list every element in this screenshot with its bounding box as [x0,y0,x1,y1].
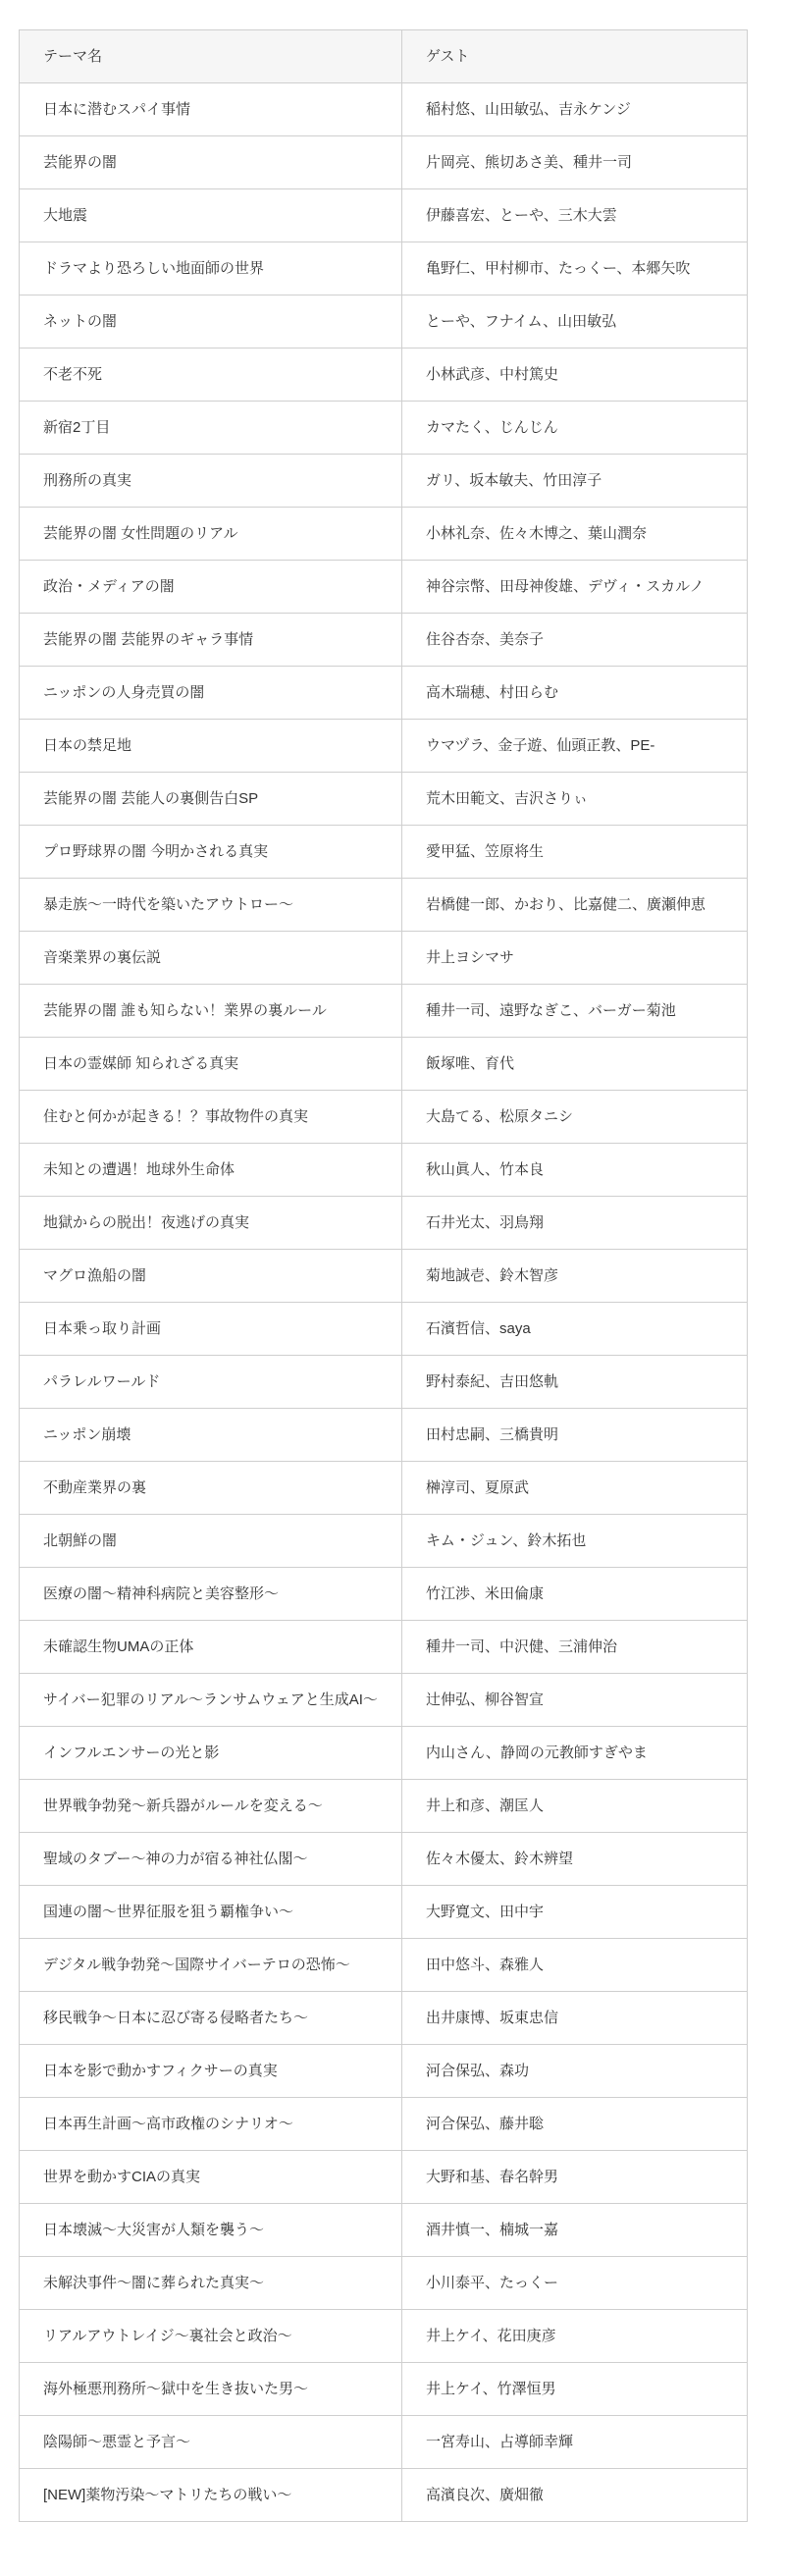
table-row [20,932,748,985]
table-row [20,402,748,455]
table-row [20,1356,748,1409]
table-row [20,2098,748,2151]
theme-cell: 音楽業界の裏伝説 [20,932,402,985]
theme-cell: 不動産業界の裏 [20,1462,402,1515]
guest-cell: 小林武彦、中村篤史 [402,349,748,402]
table-row [20,1886,748,1939]
guest-cell: 伊藤喜宏、とーや、三木大雲 [402,189,748,242]
guest-cell: 井上ヨシマサ [402,932,748,985]
theme-cell: 地獄からの脱出！夜逃げの真実 [20,1197,402,1250]
theme-cell: 未知との遭遇！地球外生命体 [20,1144,402,1197]
guest-cell: 酒井慎一、楠城一嘉 [402,2204,748,2257]
table-row [20,2257,748,2310]
table-row [20,2204,748,2257]
theme-cell: 世界戦争勃発〜新兵器がルールを変える〜 [20,1780,402,1833]
guest-cell: 高濱良次、廣畑徹 [402,2469,748,2522]
guest-cell: とーや、フナイム、山田敏弘 [402,295,748,349]
table-row [20,1462,748,1515]
guest-cell: 大島てる、松原タニシ [402,1091,748,1144]
guest-cell: 河合保弘、藤井聡 [402,2098,748,2151]
theme-cell: 政治・メディアの闇 [20,561,402,614]
guest-cell: キム・ジュン、鈴木拓也 [402,1515,748,1568]
guest-cell: ウマヅラ、金子遊、仙頭正教、PE- [402,720,748,773]
guest-cell: カマたく、じんじん [402,402,748,455]
theme-cell: 日本乗っ取り計画 [20,1303,402,1356]
theme-cell: パラレルワールド [20,1356,402,1409]
theme-cell: サイバー犯罪のリアル〜ランサムウェアと生成AI〜 [20,1674,402,1727]
guest-cell: 河合保弘、森功 [402,2045,748,2098]
table-row [20,985,748,1038]
table-row [20,1144,748,1197]
table-row [20,136,748,189]
theme-cell: 不老不死 [20,349,402,402]
theme-cell: ニッポン崩壊 [20,1409,402,1462]
guest-cell: 岩橋健一郎、かおり、比嘉健二、廣瀬伸恵 [402,879,748,932]
theme-cell: [NEW]薬物汚染〜マトリたちの戦い〜 [20,2469,402,2522]
guest-cell: 佐々木優太、鈴木辨望 [402,1833,748,1886]
table-row [20,1621,748,1674]
theme-cell: マグロ漁船の闇 [20,1250,402,1303]
table-row [20,2151,748,2204]
table-row [20,826,748,879]
table-header-row [20,30,748,83]
guest-cell: 石井光太、羽鳥翔 [402,1197,748,1250]
guest-cell: 種井一司、遠野なぎこ、バーガー菊池 [402,985,748,1038]
table-row [20,83,748,136]
theme-cell: 刑務所の真実 [20,455,402,508]
guest-cell: 石濱哲信、saya [402,1303,748,1356]
table-row [20,1038,748,1091]
theme-cell: 未解決事件〜闇に葬られた真実〜 [20,2257,402,2310]
guest-cell: 大野和基、春名幹男 [402,2151,748,2204]
theme-cell: 日本壊滅〜大災害が人類を襲う〜 [20,2204,402,2257]
guest-cell: 神谷宗幣、田母神俊雄、デヴィ・スカルノ [402,561,748,614]
guest-cell: 一宮寿山、占導師幸輝 [402,2416,748,2469]
table-row [20,1303,748,1356]
theme-cell: 新宿2丁目 [20,402,402,455]
theme-cell: デジタル戦争勃発〜国際サイバーテロの恐怖〜 [20,1939,402,1992]
guest-cell: 田中悠斗、森雅人 [402,1939,748,1992]
table-row [20,2045,748,2098]
theme-cell: 芸能界の闇 [20,136,402,189]
column-header-guest: ゲスト [402,30,748,83]
guest-cell: 出井康博、坂東忠信 [402,1992,748,2045]
guest-cell: 内山さん、静岡の元教師すぎやま [402,1727,748,1780]
theme-cell: インフルエンサーの光と影 [20,1727,402,1780]
table-row [20,508,748,561]
theme-cell: 日本を影で動かすフィクサーの真実 [20,2045,402,2098]
guest-cell: 小川泰平、たっくー [402,2257,748,2310]
theme-cell: 大地震 [20,189,402,242]
table-row [20,1409,748,1462]
theme-cell: 住むと何かが起きる！？事故物件の真実 [20,1091,402,1144]
theme-cell: 日本に潜むスパイ事情 [20,83,402,136]
table-row [20,455,748,508]
theme-cell: ネットの闇 [20,295,402,349]
theme-cell: 日本の禁足地 [20,720,402,773]
table-row [20,1939,748,1992]
theme-cell: 国連の闇〜世界征服を狙う覇権争い〜 [20,1886,402,1939]
episode-table [19,29,748,2522]
guest-cell: 竹江渉、米田倫康 [402,1568,748,1621]
table-row [20,667,748,720]
guest-cell: 亀野仁、甲村柳市、たっくー、本郷矢吹 [402,242,748,295]
table-row [20,773,748,826]
theme-cell: 未確認生物UMAの正体 [20,1621,402,1674]
theme-cell: 陰陽師〜悪霊と予言〜 [20,2416,402,2469]
theme-cell: 芸能界の闇 芸能界のギャラ事情 [20,614,402,667]
guest-cell: 大野寛文、田中宇 [402,1886,748,1939]
guest-cell: 秋山眞人、竹本良 [402,1144,748,1197]
table-row [20,1568,748,1621]
theme-cell: 移民戦争〜日本に忍び寄る侵略者たち〜 [20,1992,402,2045]
table-row [20,2310,748,2363]
table-row [20,2363,748,2416]
theme-cell: 聖域のタブー〜神の力が宿る神社仏閣〜 [20,1833,402,1886]
guest-cell: 片岡亮、熊切あさ美、種井一司 [402,136,748,189]
table-row [20,189,748,242]
theme-cell: 芸能界の闇 芸能人の裏側告白SP [20,773,402,826]
theme-cell: 医療の闇〜精神科病院と美容整形〜 [20,1568,402,1621]
guest-cell: 榊淳司、夏原武 [402,1462,748,1515]
guest-cell: 田村忠嗣、三橋貴明 [402,1409,748,1462]
table-body [20,83,748,2522]
table-row [20,242,748,295]
guest-cell: 井上ケイ、花田庚彦 [402,2310,748,2363]
theme-cell: ニッポンの人身売買の闇 [20,667,402,720]
column-header-theme: テーマ名 [20,30,402,83]
theme-cell: ドラマより恐ろしい地面師の世界 [20,242,402,295]
guest-cell: 稲村悠、山田敏弘、吉永ケンジ [402,83,748,136]
table-row [20,2416,748,2469]
table-row [20,720,748,773]
table-row [20,2469,748,2522]
theme-cell: 日本再生計画〜高市政権のシナリオ〜 [20,2098,402,2151]
theme-cell: プロ野球界の闇 今明かされる真実 [20,826,402,879]
guest-cell: 荒木田範文、吉沢さりぃ [402,773,748,826]
table-row [20,1515,748,1568]
table-row [20,561,748,614]
guest-cell: 高木瑞穂、村田らむ [402,667,748,720]
guest-cell: 小林礼奈、佐々木博之、葉山潤奈 [402,508,748,561]
theme-cell: リアルアウトレイジ〜裏社会と政治〜 [20,2310,402,2363]
table-row [20,614,748,667]
table-row [20,1091,748,1144]
guest-cell: 辻伸弘、柳谷智宣 [402,1674,748,1727]
table-row [20,1197,748,1250]
guest-cell: 井上ケイ、竹澤恒男 [402,2363,748,2416]
theme-cell: 芸能界の闇 女性問題のリアル [20,508,402,561]
theme-cell: 北朝鮮の闇 [20,1515,402,1568]
table-row [20,879,748,932]
theme-cell: 日本の霊媒師 知られざる真実 [20,1038,402,1091]
table-row [20,1674,748,1727]
guest-cell: 飯塚唯、育代 [402,1038,748,1091]
theme-cell: 暴走族〜一時代を築いたアウトロー〜 [20,879,402,932]
guest-cell: 井上和彦、潮匡人 [402,1780,748,1833]
guest-cell: ガリ、坂本敏夫、竹田淳子 [402,455,748,508]
guest-cell: 住谷杏奈、美奈子 [402,614,748,667]
table-row [20,1250,748,1303]
table-row [20,1780,748,1833]
guest-cell: 菊地誠壱、鈴木智彦 [402,1250,748,1303]
guest-cell: 愛甲猛、笠原将生 [402,826,748,879]
table-row [20,1833,748,1886]
guest-cell: 種井一司、中沢健、三浦伸治 [402,1621,748,1674]
table-row [20,1992,748,2045]
theme-cell: 世界を動かすCIAの真実 [20,2151,402,2204]
table-row [20,295,748,349]
theme-cell: 芸能界の闇 誰も知らない！業界の裏ルール [20,985,402,1038]
guest-cell: 野村泰紀、吉田悠軌 [402,1356,748,1409]
theme-cell: 海外極悪刑務所〜獄中を生き抜いた男〜 [20,2363,402,2416]
table-row [20,1727,748,1780]
table-row [20,349,748,402]
